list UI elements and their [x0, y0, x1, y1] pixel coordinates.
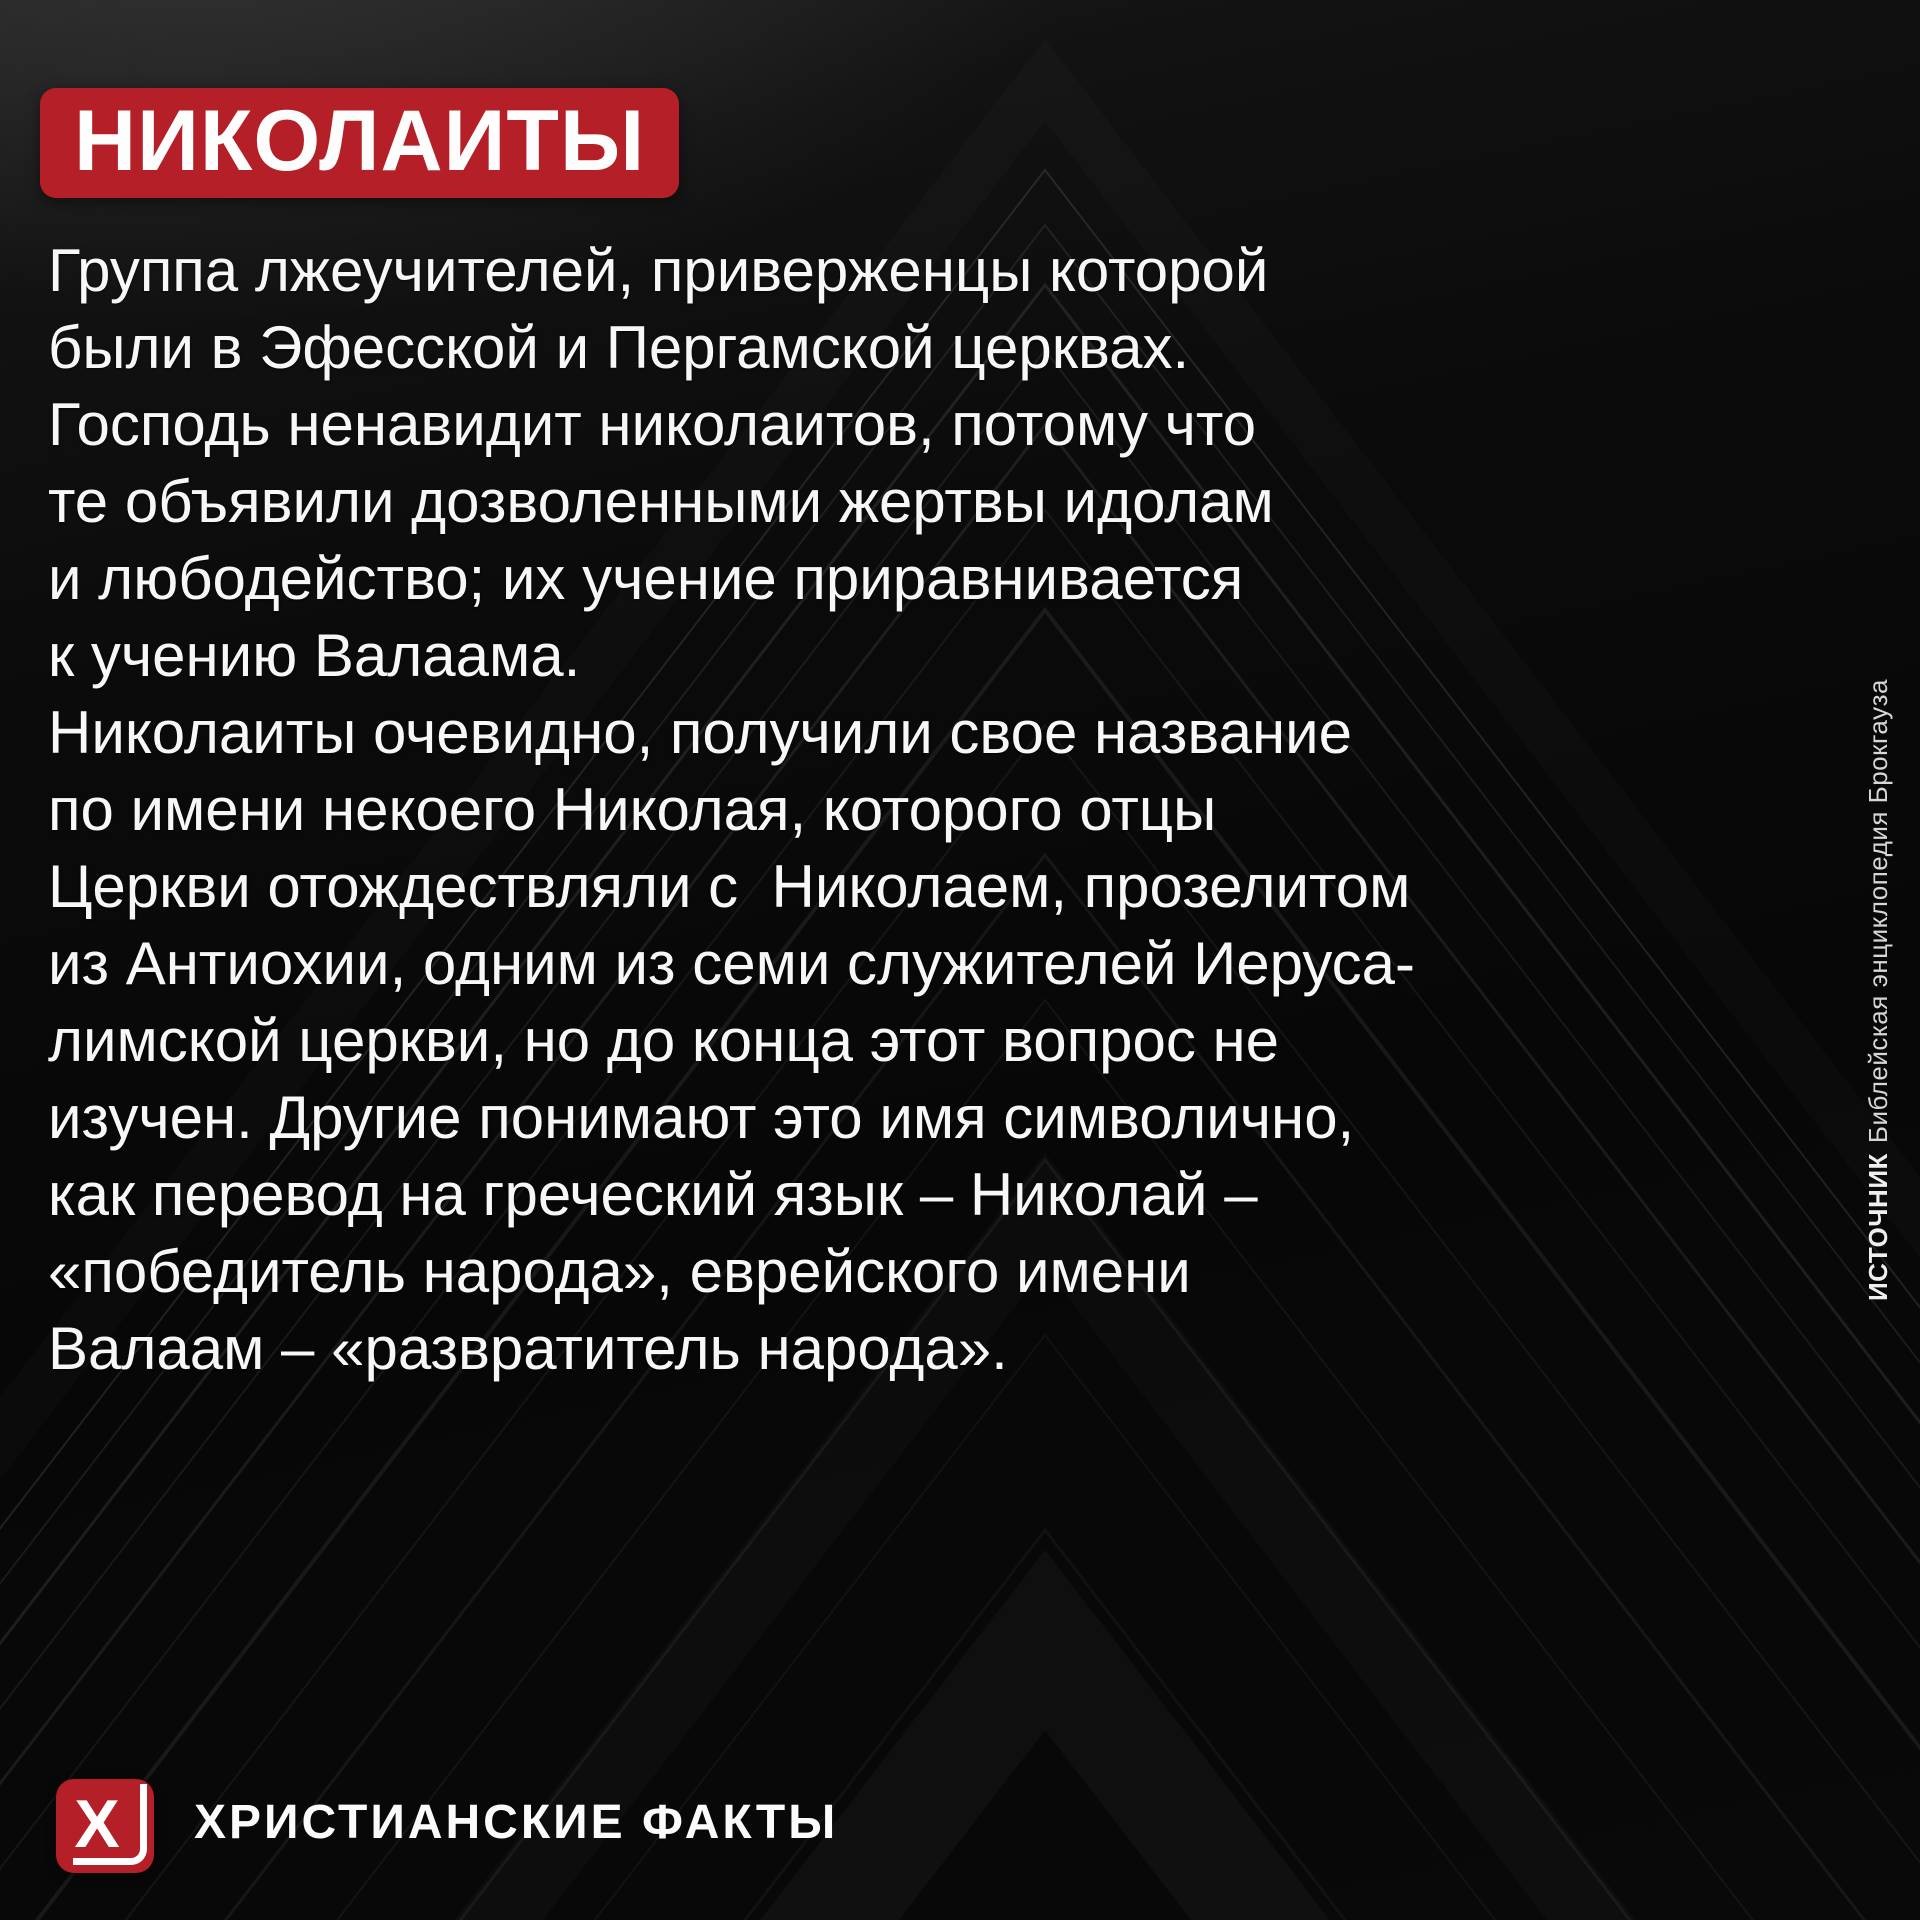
body-line: к учению Валаама. — [48, 622, 581, 689]
logo-letter: Х — [74, 1786, 120, 1862]
title-badge — [40, 88, 679, 198]
brand-x-logo-icon — [56, 1779, 154, 1873]
source-name: Библейская энциклопедия Брокгауза — [1863, 679, 1893, 1144]
logo-bracket-shape — [73, 1784, 147, 1865]
body-line: изучен. Другие понимают это имя символично, — [48, 1084, 1355, 1151]
body-line: Николаиты очевидно, получили свое название — [48, 699, 1352, 766]
body-line: те объявили дозволенными жертвы идолам — [48, 468, 1274, 535]
body-line: из Антиохии, одним из семи служителей Иеруса- — [48, 930, 1415, 997]
article-body — [48, 232, 1748, 1387]
body-line: «победитель народа», еврейского имени — [48, 1238, 1191, 1305]
body-line: лимской церкви, но до конца этот вопрос не — [48, 1007, 1279, 1074]
body-line: как перевод на греческий язык – Николай – — [48, 1161, 1258, 1228]
footer-brand — [56, 1779, 838, 1873]
source-credit — [1862, 610, 1894, 1370]
body-line: Церкви отождествляли с Николаем, прозелитом — [48, 853, 1411, 920]
body-line: и любодейство; их учение приравнивается — [48, 545, 1244, 612]
source-label: ИСТОЧНИК — [1863, 1153, 1893, 1301]
body-line: были в Эфесской и Пергамской церквах. — [48, 314, 1190, 381]
body-line: по имени некоего Николая, которого отцы — [48, 776, 1217, 843]
brand-name: ХРИСТИАНСКИЕ ФАКТЫ — [194, 1795, 839, 1849]
body-line: Валаам – «развратитель народа». — [48, 1315, 1008, 1382]
page-title: НИКОЛАИТЫ — [74, 93, 646, 189]
body-line: Группа лжеучителей, приверженцы которой — [48, 237, 1269, 304]
body-line: Господь ненавидит николаитов, потому что — [48, 391, 1257, 458]
